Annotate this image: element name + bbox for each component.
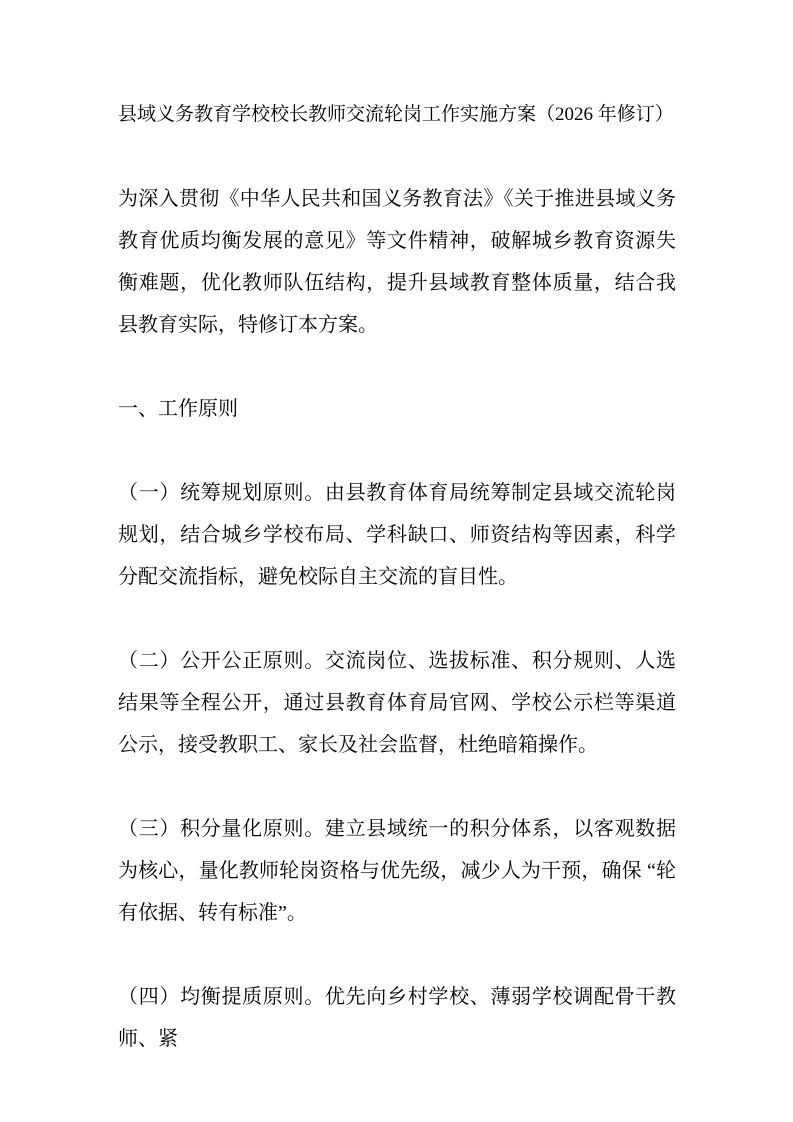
section-heading: 一、工作原则 [118,398,238,420]
document-title: 县域义务教育学校校长教师交流轮岗工作实施方案（2026 年修订） [118,104,674,125]
body-paragraph: （三）积分量化原则。建立县域统一的积分体系，以客观数据为核心，量化教师轮岗资格与优先级，减少人为干预，确保 “轮有依据、转有标准”。 [118,818,676,924]
body-paragraph: （四）均衡提质原则。优先向乡村学校、薄弱学校调配骨干教师、紧 [118,986,676,1050]
body-paragraph: （一）统筹规划原则。由县教育体育局统筹制定县域交流轮岗规划，结合城乡学校布局、学科缺口、师资结构等因素，科学分配交流指标，避免校际自主交流的盲目性。 [118,482,676,588]
body-paragraph: 为深入贯彻《中华人民共和国义务教育法》《关于推进县域义务教育优质均衡发展的意见》等文件精神，破解城乡教育资源失衡难题，优化教师队伍结构，提升县域教育整体质量，结合我县教育实际，特修订本方案。 [118,188,676,336]
document-body [118,178,676,1060]
body-paragraph: （二）公开公正原则。交流岗位、选拔标准、积分规则、人选结果等全程公开，通过县教育体育局官网、学校公示栏等渠道公示，接受教职工、家长及社会监督，杜绝暗箱操作。 [118,650,676,756]
